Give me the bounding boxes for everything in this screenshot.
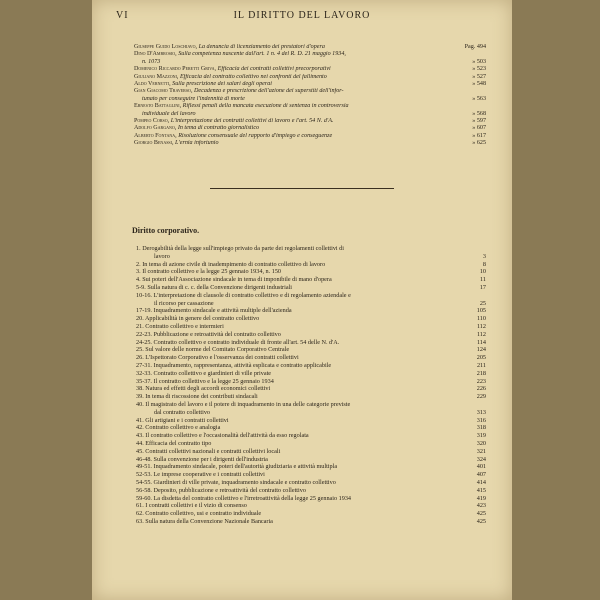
toc-entry-text: 45. Contratti collettivi nazionali e contratti collettivi locali (136, 447, 281, 455)
toc-entry-text: il ricorso per cassazione (154, 299, 214, 307)
author-entry-text (134, 118, 452, 125)
toc-entry-text: 1. Derogabilità della legge sull'impiego privato da parte dei regolamenti collettivi di (136, 245, 344, 252)
article-title: tunato per conseguire l'indennità di morte (142, 95, 245, 102)
book-page (92, 0, 512, 600)
toc-entry-text: 41. Gli artigiani e i contratti collettivi (136, 416, 229, 424)
author-entry-text (134, 51, 452, 58)
article-title: L'interpretazione dei contratti collettivi di lavoro e l'art. 54 N. d'A. (170, 118, 334, 125)
toc-page-ref: 415 (476, 486, 486, 494)
author-name: Pompeo Corso, (134, 118, 170, 125)
article-title: n. 1073 (142, 58, 161, 65)
page-ref: » 617 (472, 132, 486, 139)
author-entry (134, 74, 486, 81)
toc-entry (136, 284, 486, 292)
toc-entry-text: 24-25. Contratto collettivo e contratto individuale di fronte all'art. 54 delle N. d'A. (136, 338, 340, 346)
toc-entry (136, 409, 486, 417)
author-entry (134, 133, 486, 140)
toc-page-ref: 8 (482, 260, 486, 268)
toc-entry (136, 471, 486, 479)
toc-page-ref: 105 (476, 307, 486, 315)
table-of-contents (136, 245, 486, 526)
toc-entry (136, 518, 486, 526)
toc-entry-text: 46-48. Sulla convenzione per i dirigenti dell'industria (136, 455, 268, 463)
toc-page-ref (458, 245, 486, 253)
toc-page-ref: 419 (476, 494, 486, 502)
page-ref (452, 88, 486, 95)
toc-entry-text: 3. Il contratto collettivo e la legge 25 gennaio 1934, n. 150 (136, 268, 282, 276)
page-ref: » 563 (472, 95, 486, 102)
authors-list (134, 44, 486, 148)
page-ref: » 523 (472, 66, 486, 73)
toc-entry (136, 510, 486, 518)
page-ref: » 568 (472, 110, 486, 117)
author-name: Giorgio Benassi, (134, 140, 174, 147)
author-name: Domenico Riccardo Peretti Griva, (134, 66, 217, 73)
toc-page-ref: 11 (480, 276, 486, 284)
toc-page-ref: 319 (476, 432, 486, 440)
toc-entry (136, 463, 486, 471)
toc-entry (136, 456, 486, 464)
author-entry-text (134, 66, 452, 73)
toc-entry (136, 393, 486, 401)
toc-entry-text: 63. Sulla natura della Convenzione Nazionale Bancaria (136, 517, 273, 525)
author-entry-text (134, 88, 452, 95)
toc-entry-text: 22-23. Pubblicazione e retroattività del contratto collettivo (136, 330, 281, 338)
author-entry (134, 103, 486, 110)
toc-page-ref: 316 (476, 416, 486, 424)
article-title: Decadenza e prescrizione dell'azione dei superstiti dell'infor- (194, 88, 344, 95)
toc-entry-text: 2. In tema di azione civile di inadempimento di contratto collettivo di lavoro (136, 260, 326, 268)
author-entry-text (142, 111, 452, 118)
page-ref: Pag. 494 (464, 44, 486, 50)
author-name: Gian Giacomo Traverso, (134, 88, 193, 95)
toc-entry (136, 362, 486, 370)
author-name: Ernesto Battaglini, (134, 103, 182, 110)
toc-entry-text: 42. Contratto collettivo e analogia (136, 424, 221, 432)
toc-entry-text: 43. Il contratto collettivo e l'occasionalità dell'attività da esso regolata (136, 432, 309, 440)
toc-entry (136, 432, 486, 440)
toc-entry-text: 20. Applicabilità in genere del contratto collettivo (136, 315, 260, 323)
toc-entry (136, 440, 486, 448)
author-name: Adolfo Gargano, (134, 125, 177, 132)
toc-entry-text: 61. I contratti collettivi e il vizio di consenso (136, 502, 247, 510)
toc-entry-text: 35-37. Il contratto collettivo e la legge 25 gennaio 1934 (136, 377, 274, 385)
toc-page-ref: 320 (476, 439, 486, 447)
page-ref: » 527 (472, 73, 486, 80)
article-title: Riflessi penali della mancata esecuzione di sentenza in controversia (182, 103, 349, 110)
toc-entry (136, 331, 486, 339)
section-title: Diritto corporativo. (132, 226, 200, 235)
toc-entry-text: 10-16. L'interpretazione di clausole di contratto collettivo e di regolamento aziendale e (136, 291, 351, 299)
toc-entry (136, 354, 486, 362)
page-ref (452, 103, 486, 110)
toc-entry-text: 25. Sul valore delle norme del Comitato Corporativo Centrale (136, 346, 290, 354)
toc-entry (136, 307, 486, 315)
author-entry (134, 96, 486, 103)
running-title: IL DIRITTO DEL LAVORO (233, 10, 371, 21)
toc-entry (136, 315, 486, 323)
toc-entry-text: 62. Contratto collettivo, usi e contratto individuale (136, 510, 262, 518)
toc-page-ref: 313 (476, 408, 486, 416)
page-ref (452, 51, 486, 58)
toc-entry (136, 417, 486, 425)
toc-page-ref: 205 (476, 354, 486, 362)
article-title: La denuncia di licenziamento dei prestatori d'opera (198, 44, 325, 50)
toc-page-ref: 112 (476, 322, 486, 330)
toc-page-ref: 321 (476, 447, 486, 455)
article-title: Sulla competenza nascente dall'art. 1 n. 4 del R. D. 21 maggio 1934, (178, 51, 346, 58)
toc-page-ref: 211 (476, 361, 486, 369)
article-title: In tema di contratto giornalistico (177, 125, 260, 132)
page-ref: » 625 (472, 140, 486, 147)
toc-page-ref: 10 (479, 268, 486, 276)
toc-entry-text: 39. In tema di riscossione dei contributi sindacali (136, 393, 258, 401)
toc-entry (136, 385, 486, 393)
toc-page-ref (458, 401, 486, 409)
toc-entry-text: 38. Natura ed effetti degli accordi economici collettivi (136, 385, 271, 393)
author-name: Giuliano Mazzoni, (134, 73, 179, 80)
article-title: Efficacia dei contratti collettivi precorporativi (217, 66, 331, 73)
toc-page-ref: 226 (476, 385, 486, 393)
toc-page-ref: 407 (476, 471, 486, 479)
toc-entry-text: 5-9. Sulla natura di c. c. della Convenzione dirigenti industriali (136, 283, 293, 291)
toc-entry-text: dal contratto collettivo (154, 408, 211, 416)
toc-entry-text: 49-51. Inquadramento sindacale, poteri dell'autorità giudiziaria e attività multipla (136, 463, 338, 471)
page-number: VI (116, 10, 129, 21)
toc-entry (136, 261, 486, 269)
toc-entry-text: 52-53. Le imprese cooperative e i contratti collettivi (136, 471, 265, 479)
author-entry-text (134, 44, 452, 51)
toc-entry-text: lavoro (154, 252, 170, 260)
toc-page-ref: 414 (476, 478, 486, 486)
author-entry-text (134, 140, 452, 147)
toc-entry (136, 378, 486, 386)
article-title: L'ernia infortunio (175, 140, 219, 147)
author-entry-text (134, 103, 452, 110)
toc-page-ref: 3 (482, 252, 486, 260)
toc-entry-text: 56-58. Deposito, pubblicazione e retroattività del contratto collettivo (136, 486, 306, 494)
toc-entry (136, 253, 486, 261)
author-entry-text (134, 133, 452, 140)
author-entry-text (142, 96, 452, 103)
section-divider (210, 188, 394, 189)
toc-entry (136, 292, 486, 300)
toc-page-ref (458, 292, 486, 300)
page-ref: » 597 (472, 118, 486, 125)
article-title: individuale del lavoro (142, 110, 196, 117)
toc-page-ref: 229 (476, 393, 486, 401)
toc-page-ref: 112 (476, 330, 486, 338)
author-entry (134, 59, 486, 66)
toc-entry (136, 479, 486, 487)
toc-entry-text: 59-60. La disdetta del contratto collettivo e l'irretroattività della legge 25 gennaio 1934 (136, 494, 352, 502)
toc-entry (136, 276, 486, 284)
author-entry-text (134, 74, 452, 81)
author-entry (134, 140, 486, 147)
toc-entry-text: 27-31. Inquadramento, rappresentanza, attività esplicata e contratto applicabile (136, 361, 332, 369)
toc-entry-text: 4. Sui poteri dell'Associazione sindacale in tema di imponibile di mano d'opera (136, 276, 332, 284)
author-entry (134, 66, 486, 73)
toc-page-ref: 324 (476, 455, 486, 463)
author-entry (134, 88, 486, 95)
author-entry (134, 118, 486, 125)
article-title: Sulla prescrizione dei salari degli operai (172, 81, 272, 88)
toc-page-ref: 218 (476, 369, 486, 377)
toc-page-ref: 25 (479, 299, 486, 307)
article-title: Efficacia del contratto collettivo nei confronti del fallimento (179, 73, 327, 80)
toc-page-ref: 110 (476, 315, 486, 323)
author-entry (134, 111, 486, 118)
toc-entry (136, 401, 486, 409)
toc-page-ref: 401 (476, 463, 486, 471)
author-name: Giuseppe Guido Loschiavo, (134, 44, 198, 50)
page-ref: » 607 (472, 125, 486, 132)
toc-page-ref: 124 (476, 346, 486, 354)
toc-entry (136, 346, 486, 354)
toc-entry (136, 502, 486, 510)
author-entry-text (134, 125, 452, 132)
toc-entry (136, 424, 486, 432)
toc-entry (136, 495, 486, 503)
author-entry (134, 44, 486, 51)
author-name: Alberto Fontana, (134, 132, 177, 139)
toc-entry (136, 448, 486, 456)
toc-entry-text: 44. Efficacia del contratto tipo (136, 439, 212, 447)
toc-page-ref: 17 (479, 283, 486, 291)
toc-entry (136, 245, 486, 253)
toc-page-ref: 425 (476, 517, 486, 525)
author-name: Dino D'Ambrosio, (134, 51, 177, 58)
page-ref: » 503 (472, 58, 486, 65)
toc-entry (136, 300, 486, 308)
toc-entry-text: 17-19. Inquadramento sindacale e attività multiple dell'azienda (136, 307, 292, 315)
toc-entry (136, 268, 486, 276)
author-entry (134, 51, 486, 58)
page-ref: » 548 (472, 81, 486, 88)
toc-entry (136, 339, 486, 347)
author-entry (134, 125, 486, 132)
toc-entry (136, 487, 486, 495)
author-entry-text (134, 81, 452, 88)
toc-page-ref: 114 (476, 338, 486, 346)
toc-page-ref: 223 (476, 377, 486, 385)
toc-page-ref: 425 (476, 510, 486, 518)
toc-page-ref: 423 (476, 502, 486, 510)
toc-entry-text: 21. Contratto collettivo e intermieri (136, 322, 224, 330)
article-title: Risoluzione consensuale del rapporto d'impiego e conseguenze (178, 132, 333, 139)
author-entry-text (142, 59, 452, 66)
toc-entry (136, 323, 486, 331)
toc-entry (136, 370, 486, 378)
page-header (116, 10, 488, 24)
toc-entry-text: 32-33. Contratto collettivo e giardinieri di ville private (136, 369, 272, 377)
toc-entry-text: 26. L'Ispettorato Corporativo e l'osservanza dei contratti collettivi (136, 354, 299, 362)
toc-entry-text: 40. Il magistrato del lavoro e il potere di inquadramento in una delle categorie previste (136, 400, 351, 408)
author-name: Aldo Vernetti, (134, 81, 171, 88)
toc-page-ref: 318 (476, 424, 486, 432)
author-entry (134, 81, 486, 88)
toc-entry-text: 54-55. Giardinieri di ville private, inquadramento sindacale e contratto collettivo (136, 478, 336, 486)
